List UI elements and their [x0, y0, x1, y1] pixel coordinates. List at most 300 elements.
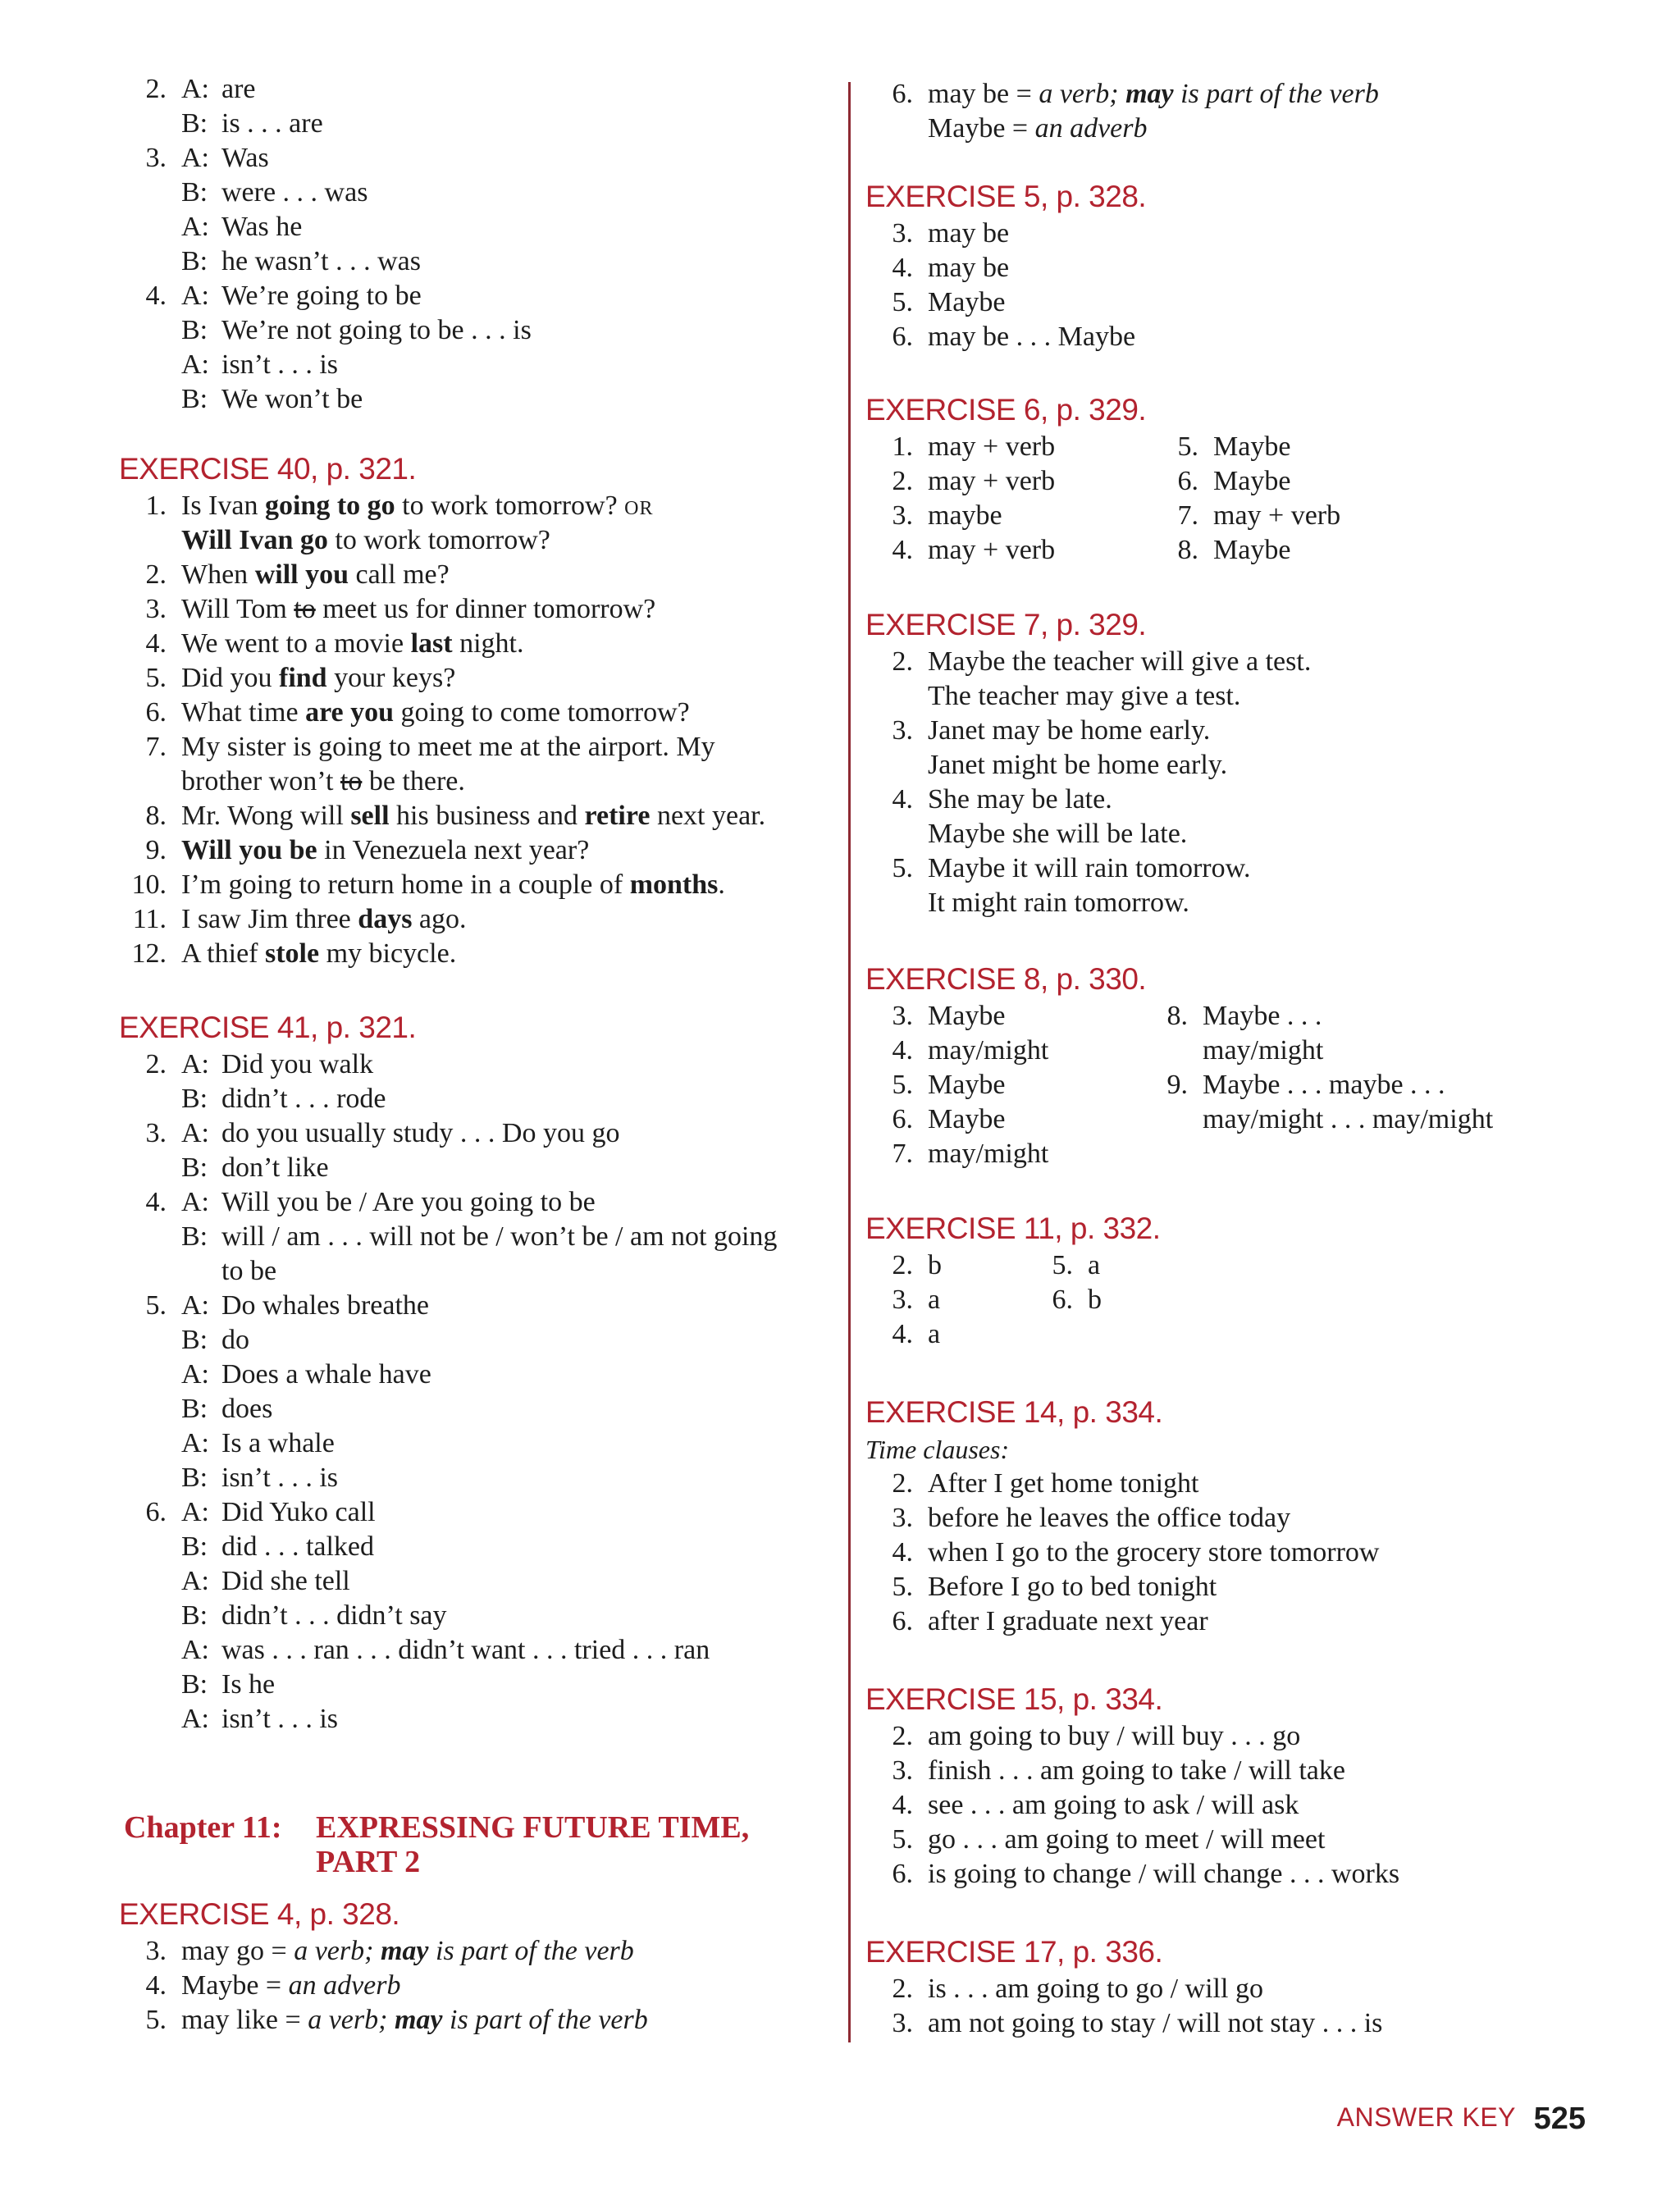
exercise-6 [865, 390, 1604, 568]
item-number: 6. [892, 79, 913, 109]
answer-line [119, 1151, 841, 1185]
exercise-39-continued [119, 72, 841, 417]
answer-line [119, 1426, 841, 1461]
answer-line [119, 1254, 841, 1289]
answer-line [865, 217, 1604, 251]
text-run: call me? [349, 559, 450, 590]
answer-text: may be . . . Maybe [928, 322, 1136, 352]
answer-line [119, 210, 841, 244]
text-run: Maybe = [181, 1970, 289, 2001]
answer-text [181, 1969, 401, 2003]
text-run: I’m going to return home in a couple of [181, 869, 630, 900]
answer-text: Is he [221, 1669, 276, 1700]
answer-line [1151, 533, 1512, 568]
item-number: 3. [892, 500, 913, 531]
answer-text [181, 489, 654, 526]
text-run: next year. [650, 801, 766, 831]
answer-text: are [221, 74, 256, 104]
item-number: 5. [892, 853, 913, 883]
exercise-heading: EXERCISE 6, p. 329. [865, 393, 1147, 427]
speaker-label: B: [181, 1600, 208, 1631]
item-number: 3. [892, 1001, 913, 1031]
answer-line [1151, 464, 1512, 499]
text-run: a verb; [1039, 79, 1126, 109]
answer-line [119, 382, 841, 417]
answer-text: see . . . am going to ask / will ask [928, 1790, 1299, 1820]
answer-text [928, 112, 1148, 146]
text-run: brother won’t [181, 766, 340, 796]
item-number: 7. [1177, 500, 1198, 531]
answer-text: is . . . am going to go / will go [928, 1974, 1263, 2004]
answer-text: to be [221, 1256, 277, 1286]
speaker-label: B: [181, 1152, 208, 1183]
answer-line [119, 558, 841, 592]
answer-line [865, 1719, 1604, 1754]
item-number: 3. [892, 2008, 913, 2038]
answer-text: Before I go to bed tonight [928, 1572, 1217, 1602]
answer-text [181, 523, 550, 558]
item-number: 8. [1177, 535, 1198, 565]
text-run: in Venezuela next year? [317, 835, 590, 865]
speaker-label: A: [181, 1290, 209, 1321]
item-number: 6. [145, 697, 167, 728]
item-number: 3. [892, 715, 913, 746]
answer-text: is going to change / will change . . . works [928, 1859, 1400, 1889]
item-number: 2. [892, 1721, 913, 1751]
speaker-label: B: [181, 1325, 208, 1355]
speaker-label: A: [181, 1428, 209, 1458]
answer-line [865, 714, 1604, 748]
answer-line [1025, 1248, 1386, 1283]
speaker-label: A: [181, 1566, 209, 1596]
answer-line [119, 244, 841, 279]
answer-text [181, 799, 765, 833]
answer-text: b [1088, 1285, 1102, 1315]
item-number: 8. [145, 801, 167, 831]
item-number: 3. [145, 1936, 167, 1966]
item-number: 6. [892, 1104, 913, 1134]
answer-line [119, 1116, 841, 1151]
item-number: 4. [892, 253, 913, 283]
item-number: 3. [145, 143, 167, 173]
item-number: 3. [892, 218, 913, 249]
emphasized-word: last [410, 628, 453, 659]
text-run: We went to a movie [181, 628, 411, 659]
text-run: going to come tomorrow? [394, 697, 690, 728]
item-number: 5. [892, 287, 913, 317]
answer-text: Did you walk [221, 1049, 374, 1079]
exercise-11 [865, 1209, 1604, 1352]
answer-text: Maybe [1213, 535, 1291, 565]
item-number: 7. [145, 732, 167, 762]
chapter-label: Chapter 11: [124, 1810, 282, 1845]
answer-line [119, 1934, 841, 1969]
item-number: 4. [892, 1537, 913, 1568]
answer-line [1151, 430, 1512, 464]
answer-line [119, 799, 841, 833]
answer-line [865, 1857, 1604, 1892]
answer-line [865, 748, 1604, 783]
emphasized-word: will you [254, 559, 349, 590]
page-number: 525 [1533, 2102, 1586, 2136]
item-number: 5. [892, 1070, 913, 1100]
item-number: 2. [892, 1468, 913, 1499]
answer-line [1151, 499, 1512, 533]
answer-text: was . . . ran . . . didn’t want . . . tried . . . ran [221, 1635, 710, 1665]
speaker-label: B: [181, 177, 208, 208]
item-number: 5. [1052, 1250, 1073, 1280]
answer-line [119, 1599, 841, 1633]
exercise-heading: EXERCISE 17, p. 336. [865, 1935, 1163, 1969]
answer-line [119, 107, 841, 141]
answer-text: may + verb [928, 431, 1056, 462]
item-number: 4. [145, 628, 167, 659]
answer-text: Does a whale have [221, 1359, 431, 1390]
text-run: my bicycle. [319, 938, 457, 969]
answer-line [865, 1788, 1604, 1823]
answer-text: Will you be / Are you going to be [221, 1187, 596, 1217]
exercise-40 [119, 450, 841, 971]
item-number: 3. [145, 1118, 167, 1148]
answer-line [119, 1702, 841, 1736]
speaker-label: A: [181, 1704, 209, 1734]
answer-text: Maybe [1213, 466, 1291, 496]
item-number: 5. [145, 1290, 167, 1321]
answer-text [181, 696, 690, 730]
item-number: 1. [892, 431, 913, 462]
answer-line [119, 313, 841, 348]
answer-text: after I graduate next year [928, 1606, 1208, 1636]
answer-text [181, 902, 467, 937]
item-number: 6. [145, 1497, 167, 1527]
answer-text [181, 1934, 634, 1969]
answer-text: The teacher may give a test. [928, 681, 1241, 711]
speaker-label: B: [181, 315, 208, 345]
item-number: 3. [892, 1755, 913, 1786]
answer-line [119, 592, 841, 627]
answer-text: don’t like [221, 1152, 329, 1183]
answer-line [865, 783, 1604, 817]
answer-line [865, 851, 1604, 886]
exercise-41 [119, 1008, 841, 1736]
answer-line [1140, 1068, 1501, 1102]
answer-text [181, 937, 456, 971]
answer-text: Maybe it will rain tomorrow. [928, 853, 1251, 883]
answer-text: finish . . . am going to take / will take [928, 1755, 1345, 1786]
text-run: may like = [181, 2005, 308, 2035]
emphasized-word: months [629, 869, 719, 900]
answer-text: when I go to the grocery store tomorrow [928, 1537, 1380, 1568]
item-number: 6. [892, 1859, 913, 1889]
text-run: Mr. Wong will [181, 801, 351, 831]
answer-text: Maybe [928, 1104, 1006, 1134]
item-number: 4. [892, 1319, 913, 1349]
answer-text: Was he [221, 212, 303, 242]
answer-line [119, 1530, 841, 1564]
text-run: be there. [362, 766, 465, 796]
exercise-heading: EXERCISE 15, p. 334. [865, 1682, 1163, 1716]
answer-text: am going to buy / will buy . . . go [928, 1721, 1301, 1751]
answer-text [181, 2003, 648, 2038]
answer-line [865, 77, 1604, 112]
answer-column [1025, 1248, 1386, 1317]
answer-line [865, 1137, 1226, 1171]
answer-line [865, 817, 1604, 851]
answer-text: is . . . are [221, 108, 323, 139]
item-number: 2. [145, 1049, 167, 1079]
answer-text [181, 730, 715, 764]
exercise-5 [865, 177, 1604, 354]
text-run: a verb; [308, 2005, 395, 2035]
speaker-label: B: [181, 108, 208, 139]
item-number: 9. [145, 835, 167, 865]
item-number: 5. [892, 1824, 913, 1855]
text-run: may be = [928, 79, 1039, 109]
answer-line [119, 696, 841, 730]
answer-line [865, 1754, 1604, 1788]
answer-text: isn’t . . . is [221, 1463, 339, 1493]
item-number: 10. [131, 869, 167, 900]
answer-text: Is a whale [221, 1428, 335, 1458]
answer-text: may/might [1203, 1035, 1324, 1066]
emphasized-word: Will you be [181, 835, 317, 865]
answer-line [1140, 1102, 1501, 1137]
item-number: 5. [1177, 431, 1198, 462]
answer-text: Did Yuko call [221, 1497, 376, 1527]
answer-line [865, 2006, 1604, 2041]
answer-text: She may be late. [928, 784, 1112, 815]
answer-line [119, 1323, 841, 1358]
answer-line [119, 72, 841, 107]
item-number: 2. [892, 646, 913, 677]
item-number: 4. [892, 1035, 913, 1066]
answer-line [119, 489, 841, 523]
answer-line [865, 886, 1604, 920]
answer-text: We’re going to be [221, 281, 422, 311]
answer-line [119, 1082, 841, 1116]
speaker-label: B: [181, 384, 208, 414]
item-number: 4. [892, 784, 913, 815]
speaker-label: B: [181, 1463, 208, 1493]
answer-text [181, 661, 455, 696]
item-number: 2. [892, 466, 913, 496]
speaker-label: A: [181, 212, 209, 242]
answer-line [119, 661, 841, 696]
answer-text: Was [221, 143, 269, 173]
answer-text: Janet may be home early. [928, 715, 1211, 746]
answer-line [119, 279, 841, 313]
answer-column [1140, 999, 1501, 1137]
text-run: his business and [389, 801, 585, 831]
speaker-label: A: [181, 1497, 209, 1527]
emphasized-word: days [358, 904, 413, 934]
answer-text: may + verb [928, 535, 1056, 565]
text-run: is part of the verb [442, 2005, 648, 2035]
exercise-heading: EXERCISE 14, p. 334. [865, 1395, 1163, 1429]
speaker-label: B: [181, 1221, 208, 1252]
exercise-heading: EXERCISE 4, p. 328. [119, 1897, 400, 1931]
answer-line [865, 1972, 1604, 2006]
answer-text: It might rain tomorrow. [928, 888, 1189, 918]
answer-line [865, 1501, 1604, 1536]
text-run: an adverb [1034, 113, 1148, 144]
emphasized-word: sell [350, 801, 390, 831]
emphasized-word: stole [264, 938, 320, 969]
answer-text: do you usually study . . . Do you go [221, 1118, 620, 1148]
item-number: 7. [892, 1139, 913, 1169]
item-number: 4. [145, 281, 167, 311]
exercise-heading: EXERCISE 5, p. 328. [865, 180, 1147, 213]
item-number: 11. [132, 904, 167, 934]
speaker-label: B: [181, 1531, 208, 1562]
speaker-label: A: [181, 143, 209, 173]
speaker-label: A: [181, 74, 209, 104]
answer-line [119, 348, 841, 382]
footer-section-label: ANSWER KEY [1336, 2102, 1516, 2132]
answer-line [865, 1317, 1226, 1352]
answer-line [119, 1220, 841, 1254]
text-run: My sister is going to meet me at the airport. My [181, 732, 715, 762]
answer-text: does [221, 1394, 273, 1424]
item-number: 4. [145, 1187, 167, 1217]
exercise-8 [865, 960, 1604, 1171]
item-number: 3. [145, 594, 167, 624]
answer-line [865, 112, 1604, 146]
answer-line [119, 1358, 841, 1392]
item-number: 2. [892, 1250, 913, 1280]
answer-text [181, 592, 655, 627]
answer-line [119, 523, 841, 558]
answer-text: Janet might be home early. [928, 750, 1228, 780]
item-number: 6. [1052, 1285, 1073, 1315]
emphasized-word: retire [584, 801, 651, 831]
answer-text: We’re not going to be . . . is [221, 315, 532, 345]
text-run: Did you [181, 663, 279, 693]
speaker-label: A: [181, 1118, 209, 1148]
text-run: a verb; [294, 1936, 381, 1966]
answer-text: may/might [928, 1035, 1049, 1066]
exercise-heading: EXERCISE 8, p. 330. [865, 962, 1147, 996]
text-run: . [718, 869, 725, 900]
answer-text: do [221, 1325, 249, 1355]
answer-column [1151, 430, 1512, 568]
answer-text [181, 558, 450, 592]
answer-line [865, 645, 1604, 679]
answer-line [119, 1461, 841, 1495]
answer-text [181, 627, 523, 661]
answer-text [928, 77, 1379, 112]
answer-text: We won’t be [221, 384, 363, 414]
answer-text: b [928, 1250, 942, 1280]
answer-line [119, 627, 841, 661]
exercise-15 [865, 1680, 1604, 1892]
answer-text: may/might . . . may/might [1203, 1104, 1494, 1134]
text-run: Will Tom [181, 594, 294, 624]
text-run: A thief [181, 938, 265, 969]
answer-text: a [928, 1285, 941, 1315]
text-run: When [181, 559, 255, 590]
answer-line [865, 1823, 1604, 1857]
text-run: an adverb [288, 1970, 401, 2001]
item-number: 4. [892, 535, 913, 565]
exercise-heading: EXERCISE 11, p. 332. [865, 1212, 1161, 1245]
speaker-label: B: [181, 1084, 208, 1114]
text-run: to work tomorrow? [395, 491, 625, 521]
answer-text: may be [928, 218, 1010, 249]
answer-line [119, 1969, 841, 2003]
emphasized-word: Will Ivan go [181, 525, 328, 555]
speaker-label: B: [181, 246, 208, 276]
emphasized-word: may [394, 2005, 443, 2035]
answer-line [119, 1495, 841, 1530]
text-run: What time [181, 697, 306, 728]
answer-text: Maybe the teacher will give a test. [928, 646, 1312, 677]
speaker-label: A: [181, 1359, 209, 1390]
answer-line [119, 1289, 841, 1323]
answer-line [119, 833, 841, 868]
text-run: OR [624, 498, 654, 519]
text-run: Maybe = [928, 113, 1035, 144]
answer-text: may + verb [928, 466, 1056, 496]
answer-text: Maybe [928, 1001, 1006, 1031]
text-run: ago. [412, 904, 467, 934]
answer-line [119, 2003, 841, 2038]
answer-text [181, 833, 589, 868]
answer-line [865, 1570, 1604, 1604]
text-run: may go = [181, 1936, 294, 1966]
text-run: night. [452, 628, 524, 659]
item-number: 6. [892, 322, 913, 352]
answer-text: Maybe [1213, 431, 1291, 462]
text-run: meet us for dinner tomorrow? [315, 594, 656, 624]
answer-line [119, 1564, 841, 1599]
speaker-label: A: [181, 281, 209, 311]
item-number: 4. [892, 1790, 913, 1820]
answer-line [119, 937, 841, 971]
exercise-14 [865, 1393, 1604, 1639]
answer-text: before he leaves the office today [928, 1503, 1291, 1533]
item-number: 4. [145, 1970, 167, 2001]
speaker-label: A: [181, 349, 209, 380]
answer-text: isn’t . . . is [221, 349, 339, 380]
answer-text: he wasn’t . . . was [221, 246, 421, 276]
answer-text: didn’t . . . rode [221, 1084, 386, 1114]
answer-line [1140, 1034, 1501, 1068]
answer-text: maybe [928, 500, 1002, 531]
answer-line [865, 679, 1604, 714]
answer-text: were . . . was [221, 177, 368, 208]
answer-line [865, 1467, 1604, 1501]
answer-line [119, 868, 841, 902]
exercise-4 [119, 1895, 841, 2038]
item-number: 8. [1166, 1001, 1188, 1031]
item-number: 2. [145, 559, 167, 590]
answer-text: may be [928, 253, 1010, 283]
exercise-heading: EXERCISE 40, p. 321. [119, 452, 417, 486]
item-number: 3. [892, 1285, 913, 1315]
answer-text: didn’t . . . didn’t say [221, 1600, 447, 1631]
answer-text: will / am . . . will not be / won’t be / am not going [221, 1221, 778, 1252]
exercise-17 [865, 1933, 1604, 2041]
answer-text: Maybe . . . maybe . . . [1203, 1070, 1445, 1100]
answer-text: may + verb [1213, 500, 1341, 531]
answer-text: Do whales breathe [221, 1290, 430, 1321]
item-number: 5. [892, 1572, 913, 1602]
emphasized-word: going to go [264, 491, 395, 521]
item-number: 12. [131, 938, 167, 969]
answer-text: Maybe . . . [1203, 1001, 1322, 1031]
answer-line [119, 1392, 841, 1426]
